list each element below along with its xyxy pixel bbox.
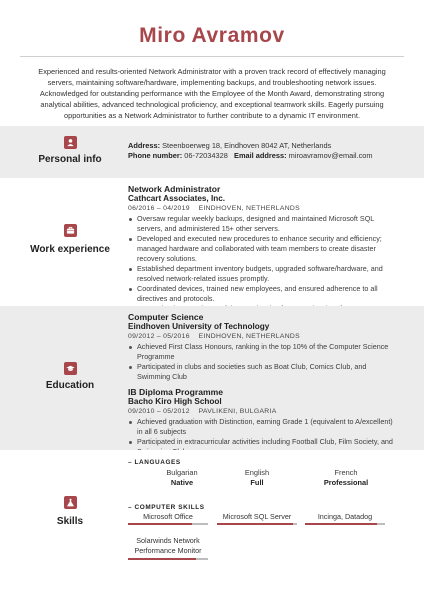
education-section (0, 306, 424, 450)
skill-level-bar (128, 558, 208, 560)
graduation-cap-icon (64, 362, 77, 375)
education-bullet: Participated in clubs and societies such as Boat Club, Comics Club, and Swimming Club (128, 362, 400, 382)
languages-heading: – LANGUAGES (128, 459, 181, 466)
skill-level-bar (217, 523, 297, 525)
skill-level-fill (217, 523, 293, 525)
job-title: Network Administrator (128, 184, 221, 194)
degree-title: Computer Science (128, 312, 204, 322)
language-name: English (244, 468, 270, 477)
degree-title: IB Diploma Programme (128, 387, 224, 397)
skill-level-bar (128, 523, 208, 525)
skills-section (0, 450, 424, 600)
summary-paragraph: Experienced and results-oriented Network Administrator with a proven track record of effectively managing servers, maintaining software/hardware, implementing backups, and troubleshooting network issues. Acknowledged for outstanding performance with the Employee of the Month Award, demonstrating strong analytical abilities, advanced technological proficiency, and exceptional teamwork skills. Eagerly pursuing opportunities as a Network Administrator to further contribute to a dynamic IT environment. (38, 67, 386, 120)
education-entry (128, 387, 400, 457)
skill-level-fill (128, 523, 192, 525)
contact-line (128, 151, 400, 161)
work-bullets (128, 214, 400, 314)
work-location: EINDHOVEN, NETHERLANDS (198, 205, 300, 212)
section-title-education: Education (45, 380, 95, 391)
education-meta (128, 332, 400, 342)
address-label: Address: (128, 141, 161, 150)
language-level: Native (170, 478, 194, 487)
education-location: EINDHOVEN, NETHERLANDS (198, 333, 300, 340)
person-icon (64, 136, 77, 149)
education-bullet: Participated in extracurricular activities including Football Club, Film Society, and (128, 437, 400, 457)
education-entry (128, 312, 400, 382)
education-meta (128, 407, 400, 417)
work-experience-section (0, 178, 424, 306)
education-bullet: Achieved First Class Honours, ranking in the top 10% of the Computer Science Programme (128, 342, 400, 362)
candidate-name: Miro Avramov (139, 24, 285, 47)
personal-info-section (0, 126, 424, 178)
header-divider (20, 56, 404, 57)
section-title-personal: Personal info (38, 154, 102, 165)
phone-value: 06-72034328 (184, 151, 228, 161)
company-name: Cathcart Associates, Inc. (128, 194, 226, 203)
briefcase-icon (64, 224, 77, 237)
education-bullets (128, 342, 400, 382)
section-title-work: Work experience (30, 244, 110, 255)
computer-skill-label: Microsoft Office (143, 512, 193, 521)
address-value: Steenboerweg 18, Eindhoven 8042 AT, Netherlands (162, 141, 332, 150)
education-dates: 09/2012 – 05/2016 (128, 333, 190, 340)
section-title-skills: Skills (56, 516, 84, 527)
personal-details (128, 141, 400, 162)
language-name: French (334, 468, 358, 477)
language-name: Bulgarian (166, 468, 198, 477)
phone-label: Phone number: (128, 151, 183, 161)
flask-icon (64, 496, 77, 509)
language-level: Full (250, 478, 264, 487)
language-item (211, 468, 303, 488)
education-bullet: Achieved graduation with Distinction, earning Grade 1 (equivalent to A/excellent) in all 6 subjects (128, 417, 400, 437)
email-label: Email address: (234, 151, 287, 161)
computer-skill-label: Incinga, Datadog (317, 512, 373, 521)
work-bullet: Established department inventory budgets, upgraded software/hardware, and resolved network-related issues promptly. (128, 264, 400, 284)
school-name: Eindhoven University of Technology (128, 322, 270, 331)
work-bullet: Oversaw regular weekly backups, designed and maintained Microsoft SQL servers, and administered 15+ other servers. (128, 214, 400, 234)
education-location: PAVLIKENI, BULGARIA (198, 408, 277, 415)
school-name: Bacho Kiro High School (128, 397, 222, 406)
skill-level-bar (305, 523, 385, 525)
work-bullet: Coordinated devices, trained new employees, and ensured adherence to all directives and protocols. (128, 284, 400, 304)
skill-level-fill (128, 558, 196, 560)
work-entry (128, 184, 400, 314)
skill-level-fill (305, 523, 377, 525)
language-level: Professional (323, 478, 369, 487)
address-line (128, 141, 400, 151)
work-bullet: Developed and executed new procedures to enhance security and efficiency; managed hardware and collaborated with team members to create disaster recovery solutions. (128, 234, 400, 264)
computer-skill-label: Microsoft SQL Server (222, 512, 292, 521)
computer-skills-heading: – COMPUTER SKILLS (128, 504, 205, 511)
work-dates: 06/2016 – 04/2019 (128, 205, 190, 212)
education-entries (128, 312, 400, 457)
education-dates: 09/2010 – 05/2012 (128, 408, 190, 415)
language-item (300, 468, 392, 488)
computer-skill-label: Solarwinds Network Performance Monitor (134, 536, 202, 555)
work-meta (128, 204, 400, 214)
email-value: miroavramov@email.com (288, 151, 373, 161)
